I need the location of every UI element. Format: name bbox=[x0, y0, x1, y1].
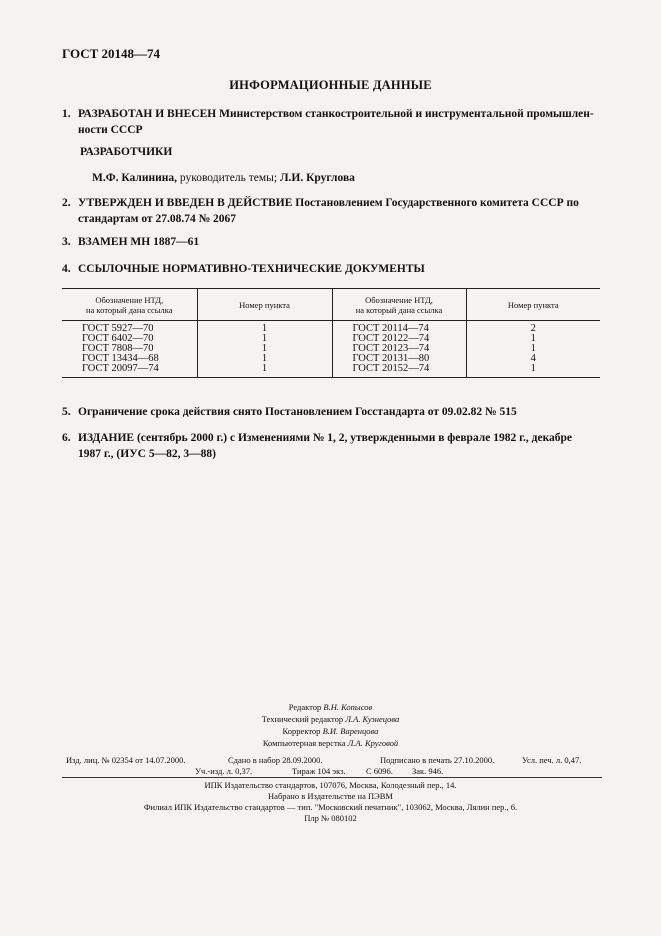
imprint-pub-sheets: Уч.-изд. л. 0,37. bbox=[195, 766, 253, 776]
table-row bbox=[62, 364, 600, 378]
section-head: ВЗАМЕН МН 1887—61 bbox=[78, 236, 200, 248]
imprint-layout: Компьютерная верстка Л.А. Круговой bbox=[262, 738, 399, 748]
clause-cell: 1 bbox=[197, 344, 332, 354]
clause-cell: 1 bbox=[466, 344, 600, 354]
developer-role: руководитель темы; bbox=[179, 172, 278, 184]
imprint-run: Тираж 104 экз. bbox=[292, 766, 346, 776]
imprint-order: Зак. 946. bbox=[412, 766, 444, 776]
designation-cell: ГОСТ 5927—70 bbox=[82, 323, 154, 334]
designation-cell: ГОСТ 7808—70 bbox=[82, 343, 154, 354]
section-number: 5. bbox=[62, 406, 71, 418]
section-3 bbox=[62, 234, 602, 250]
imprint-branch: Филиал ИПК Издательство стандартов — тип. "Московский печатник", 103062, Москва, Лялин пер., 6. bbox=[143, 802, 518, 812]
column-header-designation: Обозначение НТД, на который дана ссылка bbox=[332, 289, 466, 321]
section-text-line2: ности СССР bbox=[78, 124, 143, 136]
section-head: УТВЕРЖДЕН И ВВЕДЕН В ДЕЙСТВИЕ bbox=[78, 197, 293, 209]
column-header-clause: Номер пункта bbox=[197, 289, 332, 321]
table-row bbox=[62, 321, 600, 335]
imprint-divider bbox=[62, 777, 602, 778]
designation-cell: ГОСТ 20122—74 bbox=[332, 334, 466, 344]
clause-cell: 1 bbox=[466, 334, 600, 344]
section-head: ИЗДАНИЕ bbox=[78, 432, 135, 444]
imprint-submitted: Сдано в набор 28.09.2000. bbox=[228, 755, 323, 765]
imprint-print-sheets: Усл. печ. л. 0,47. bbox=[522, 755, 582, 765]
clause-cell: 1 bbox=[197, 364, 332, 378]
section-text-line2: стандартам от 27.08.74 № 2067 bbox=[78, 213, 237, 225]
designation-cell: ГОСТ 20123—74 bbox=[332, 344, 466, 354]
column-header-clause: Номер пункта bbox=[466, 289, 600, 321]
designation-cell: ГОСТ 6402—70 bbox=[82, 333, 154, 344]
developers-heading: РАЗРАБОТЧИКИ bbox=[80, 146, 173, 158]
section-head: ССЫЛОЧНЫЕ НОРМАТИВНО-ТЕХНИЧЕСКИЕ ДОКУМЕНТЫ bbox=[78, 263, 425, 275]
imprint-plr: Плр № 080102 bbox=[304, 813, 357, 823]
section-4 bbox=[62, 261, 602, 277]
section-1 bbox=[62, 106, 602, 138]
designation-cell: ГОСТ 20131—80 bbox=[332, 354, 466, 364]
section-6 bbox=[62, 430, 602, 462]
section-number: 2. bbox=[62, 197, 71, 209]
developer-name: Л.И. Круглова bbox=[279, 172, 355, 184]
designation-cell: ГОСТ 20097—74 bbox=[62, 364, 197, 378]
page-title: ИНФОРМАЦИОННЫЕ ДАННЫЕ bbox=[229, 78, 432, 92]
section-text-line2: 1987 г., (ИУС 5—82, 3—88) bbox=[78, 448, 216, 460]
clause-cell: 1 bbox=[197, 354, 332, 364]
clause-cell: 1 bbox=[466, 364, 600, 378]
clause-cell: 2 bbox=[466, 321, 600, 335]
section-text: Министерством станкостроительной и инструментальной промышлен- bbox=[219, 108, 594, 120]
developer-name: М.Ф. Калинина, bbox=[92, 172, 177, 184]
section-number: 3. bbox=[62, 236, 71, 248]
section-number: 1. bbox=[62, 108, 71, 120]
imprint-corrector: Корректор В.И. Варенцова bbox=[282, 726, 379, 736]
document-code: ГОСТ 20148—74 bbox=[62, 46, 161, 61]
section-5 bbox=[62, 404, 602, 420]
section-head: РАЗРАБОТАН И ВНЕСЕН bbox=[78, 108, 217, 120]
section-text: (сентябрь 2000 г.) с Изменениями № 1, 2, утвержденными в феврале 1982 г., декабре bbox=[136, 432, 573, 444]
imprint-c-number: С 6096. bbox=[366, 766, 393, 776]
imprint-editor: Редактор В.Н. Копысов bbox=[288, 702, 373, 712]
designation-cell: ГОСТ 20152—74 bbox=[332, 364, 466, 378]
table-header-row bbox=[62, 289, 600, 321]
section-number: 4. bbox=[62, 263, 71, 275]
section-number: 6. bbox=[62, 432, 71, 444]
imprint-signed: Подписано в печать 27.10.2000. bbox=[380, 755, 495, 765]
imprint-tech-editor: Технический редактор Л.А. Кузнецова bbox=[261, 714, 400, 724]
clause-cell: 4 bbox=[466, 354, 600, 364]
column-header-designation: Обозначение НТД, на который дана ссылка bbox=[62, 289, 197, 321]
section-text: Постановлением Государственного комитета СССР по bbox=[295, 197, 579, 209]
developers-list bbox=[92, 172, 355, 184]
section-text: Ограничение срока действия снято Постановлением Госстандарта от 09.02.82 № 515 bbox=[78, 406, 517, 418]
clause-cell: 1 bbox=[197, 334, 332, 344]
section-2 bbox=[62, 195, 602, 227]
references-table bbox=[62, 288, 600, 378]
imprint-license: Изд. лиц. № 02354 от 14.07.2000. bbox=[66, 755, 186, 765]
designation-cell: ГОСТ 13434—68 bbox=[82, 353, 159, 364]
designation-cell: ГОСТ 20114—74 bbox=[332, 321, 466, 335]
clause-cell: 1 bbox=[197, 321, 332, 335]
imprint-typeset: Набрано в Издательстве на ПЭВМ bbox=[268, 791, 393, 801]
imprint-publisher: ИПК Издательство стандартов, 107076, Москва, Колодезный пер., 14. bbox=[204, 780, 457, 790]
